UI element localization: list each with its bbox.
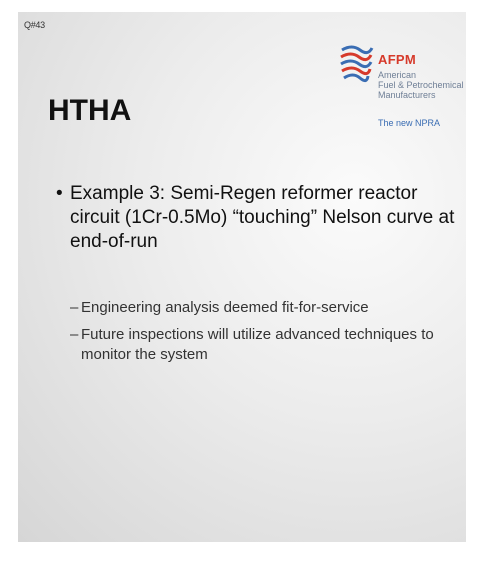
slide-id-label: Q#43: [24, 20, 45, 30]
sub-bullet-item: [70, 325, 450, 365]
logo-line: American: [378, 70, 417, 80]
logo-line: Fuel & Petrochemical: [378, 80, 464, 90]
dash-icon: –: [70, 299, 79, 316]
logo-org-name: [378, 70, 464, 100]
afpm-logo: [338, 36, 464, 146]
bullet-text: Example 3: Semi-Regen reformer reactor circuit (1Cr-0.5Mo) “touching” Nelson curve at end-of-run: [70, 183, 455, 252]
sub-bullet-item: [70, 298, 450, 318]
afpm-stripes-icon: [338, 42, 374, 88]
sub-bullet-text: Future inspections will utilize advanced techniques to monitor the system: [81, 326, 434, 363]
logo-brand: AFPM: [378, 52, 417, 67]
slide: [18, 12, 466, 542]
sub-bullet-text: Engineering analysis deemed fit-for-service: [81, 299, 369, 316]
dash-icon: –: [70, 326, 79, 343]
bullet-item: [56, 182, 456, 254]
logo-tagline: The new NPRA: [378, 118, 441, 128]
logo-line: Manufacturers: [378, 90, 436, 100]
bullet-dot-icon: •: [56, 183, 63, 204]
slide-title: HTHA: [48, 94, 132, 127]
